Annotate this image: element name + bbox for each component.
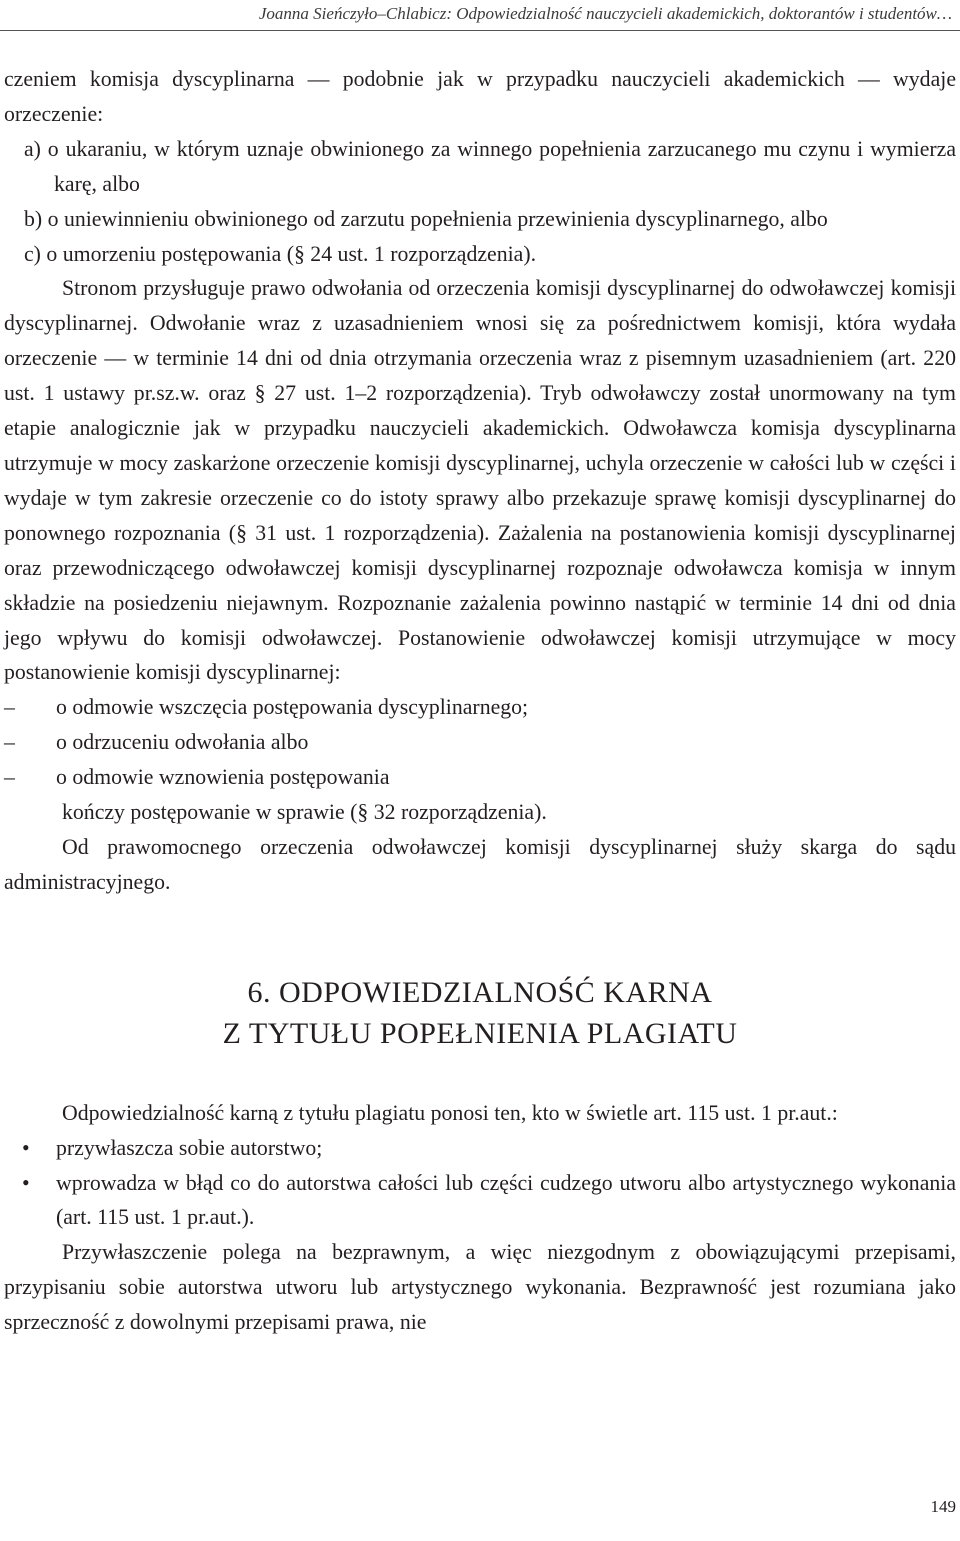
paragraph-plagiarism-intro: Odpowiedzialność karną z tytułu plagiatu ponosi ten, kto w świetle art. 115 ust. 1 pr.aut.: <box>62 1100 838 1125</box>
dash-marker: – <box>4 765 15 790</box>
header-rule <box>0 30 960 31</box>
dash-marker: – <box>4 695 15 720</box>
paragraph-plagiarism-body: Przywłaszczenie polega na bezprawnym, a więc niezgodnym z obowiązującymi przepisami, przypisaniu sobie autorstwa utworu lub artystycznego wykonania. Bezprawność jest rozumiana jako sprzeczność z dowolnymi przepisami prawa, nie <box>4 1240 956 1335</box>
list-item-a: a) o ukaraniu, w którym uznaje obwinionego za winnego popełnienia zarzucanego mu czynu i wymierza karę, albo <box>24 136 956 196</box>
list-item-c: c) o umorzeniu postępowania (§ 24 ust. 1 rozporządzenia). <box>24 241 537 266</box>
bullet-list-item <box>4 1166 956 1236</box>
list-item-b: b) o uniewinnieniu obwinionego od zarzutu popełnienia przewinienia dyscyplinarnego, albo <box>24 206 828 231</box>
bullet-list-item <box>4 1131 956 1166</box>
dash-list-item <box>4 725 956 760</box>
dash-list-item-text: o odmowie wszczęcia postępowania dyscyplinarnego; <box>56 695 529 720</box>
bullet-marker: • <box>22 1170 30 1195</box>
section-heading-line-2: Z TYTUŁU POPEŁNIENIA PLAGIATU <box>222 1016 738 1050</box>
paragraph-appeal: Stronom przysługuje prawo odwołania od orzeczenia komisji dyscyplinarnej do odwoławczej komisji dyscyplinarnej. Odwołanie wraz z uzasadnieniem wnosi się za pośrednictwem komisji, która wydała orzeczenie — w terminie 14 dni od dnia otrzymania orzeczenia wraz z pisemnym uzasadnieniem (art. 220 ust. 1 ustawy pr.sz.w. oraz § 27 ust. 1–2 rozporządzenia). Tryb odwoławczy został unormowany na tym etapie analogicznie jak w przypadku nauczycieli akademickich. Odwoławcza komisja dyscyplinarna utrzymuje w mocy zaskarżone orzeczenie komisji dyscyplinarnej, uchyla orzeczenie w całości lub w części i wydaje w tym zakresie orzeczenie co do istoty sprawy albo przekazuje sprawę komisji dyscyplinarnej do ponownego rozpoznania (§ 31 ust. 1 rozporządzenia). Zażalenia na postanowienia komisji dyscyplinarnej oraz przewodniczącego odwoławczej komisji dyscyplinarnej rozpoznaje odwoławcza komisja w innym składzie na posiedzeniu niejawnym. Rozpoznanie zażalenia powinno nastąpić w terminie 14 dni od dnia jego wpływu do komisji odwoławczej. Postanowienie odwoławczej komisji utrzymujące w mocy postanowienie komisji dyscyplinarnej: <box>4 276 956 685</box>
dash-marker: – <box>4 730 15 755</box>
section-heading <box>4 972 956 1054</box>
page-content <box>4 62 956 1340</box>
page-number: 149 <box>930 1497 956 1516</box>
paragraph-final: Od prawomocnego orzeczenia odwoławczej komisji dyscyplinarnej służy skarga do sądu administracyjnego. <box>4 834 956 894</box>
bullet-list-item-text: wprowadza w błąd co do autorstwa całości lub części cudzego utworu albo artystycznego wykonania (art. 115 ust. 1 pr.aut.). <box>56 1170 956 1230</box>
section-heading-line-1: 6. ODPOWIEDZIALNOŚĆ KARNA <box>247 975 713 1009</box>
bullet-marker: • <box>22 1135 30 1160</box>
paragraph-intro: czeniem komisja dyscyplinarna — podobnie jak w przypadku nauczycieli akademickich — wydaje orzeczenie: <box>4 67 956 126</box>
dash-list-item <box>4 690 956 725</box>
bullet-list-item-text: przywłaszcza sobie autorstwo; <box>56 1135 323 1160</box>
dash-list-item-text: o odrzuceniu odwołania albo <box>56 730 309 755</box>
dash-list-item <box>4 760 956 795</box>
dash-list-item-text: o odmowie wznowienia postępowania <box>56 765 390 790</box>
dash-list-conclusion: kończy postępowanie w sprawie (§ 32 rozporządzenia). <box>62 800 547 825</box>
running-head: Joanna Sieńczyło–Chlabicz: Odpowiedzialność nauczycieli akademickich, doktorantów i studentów… <box>258 4 952 23</box>
